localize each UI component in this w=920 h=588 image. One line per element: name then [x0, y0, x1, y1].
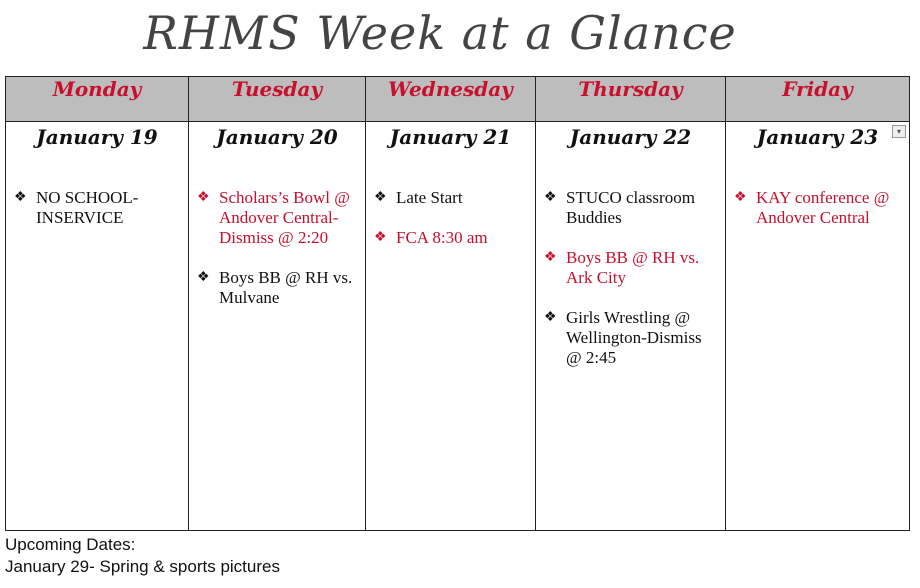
day-cell-thursday[interactable] — [536, 122, 726, 531]
event-item — [536, 188, 725, 228]
diamond-bullet-icon: ❖ — [544, 250, 557, 265]
event-item — [366, 188, 535, 208]
diamond-bullet-icon: ❖ — [374, 230, 387, 245]
day-header-monday: Monday — [6, 77, 189, 122]
event-list — [6, 188, 188, 248]
diamond-bullet-icon: ❖ — [734, 190, 747, 205]
day-header-row — [6, 77, 910, 122]
diamond-bullet-icon: ❖ — [544, 190, 557, 205]
event-text: Girls Wrestling @ Wellington-Dismiss @ 2:45 — [566, 308, 702, 367]
event-item — [536, 248, 725, 288]
event-text: FCA 8:30 am — [396, 228, 488, 247]
event-text: Boys BB @ RH vs. Mulvane — [219, 268, 353, 307]
event-item — [189, 188, 365, 248]
day-cell-monday[interactable] — [6, 122, 189, 531]
day-header-thursday: Thursday — [536, 77, 726, 122]
event-item — [366, 228, 535, 248]
date-label: January 20 — [216, 125, 338, 149]
day-header-friday: Friday — [726, 77, 910, 122]
event-text: Boys BB @ RH vs. Ark City — [566, 248, 700, 287]
event-text: Scholars’s Bowl @ Andover Central-Dismiss @ 2:20 — [219, 188, 350, 247]
day-cell-friday[interactable] — [726, 122, 910, 531]
diamond-bullet-icon: ❖ — [374, 190, 387, 205]
event-list — [366, 188, 535, 268]
event-list — [726, 188, 909, 248]
diamond-bullet-icon: ❖ — [14, 190, 27, 205]
week-calendar-table — [5, 76, 910, 531]
date-label: January 19 — [36, 125, 158, 149]
diamond-bullet-icon: ❖ — [197, 270, 210, 285]
event-list — [189, 188, 365, 328]
day-header-tuesday: Tuesday — [189, 77, 366, 122]
date-label: January 23 — [756, 125, 879, 149]
event-text: NO SCHOOL- INSERVICE — [36, 188, 139, 227]
day-cell-tuesday[interactable] — [189, 122, 366, 531]
date-label: January 22 — [569, 125, 692, 149]
diamond-bullet-icon: ❖ — [197, 190, 210, 205]
page-title: RHMS Week at a Glance — [143, 6, 737, 60]
event-item — [536, 308, 725, 368]
event-text: Late Start — [396, 188, 463, 207]
event-text: KAY conference @ Andover Central — [756, 188, 890, 227]
event-item — [726, 188, 909, 228]
diamond-bullet-icon: ❖ — [544, 310, 557, 325]
dropdown-arrow-icon[interactable]: ▾ — [892, 125, 906, 138]
upcoming-heading: Upcoming Dates: — [5, 535, 136, 554]
date-label: January 21 — [389, 125, 512, 149]
day-cell-wednesday[interactable] — [366, 122, 536, 531]
day-content-row — [6, 122, 910, 531]
event-text: STUCO classroom Buddies — [566, 188, 695, 227]
day-header-wednesday: Wednesday — [366, 77, 536, 122]
upcoming-item: January 29- Spring & sports pictures — [5, 557, 280, 576]
event-item — [189, 268, 365, 308]
upcoming-dates — [5, 534, 280, 578]
event-item — [6, 188, 188, 228]
event-list — [536, 188, 725, 388]
